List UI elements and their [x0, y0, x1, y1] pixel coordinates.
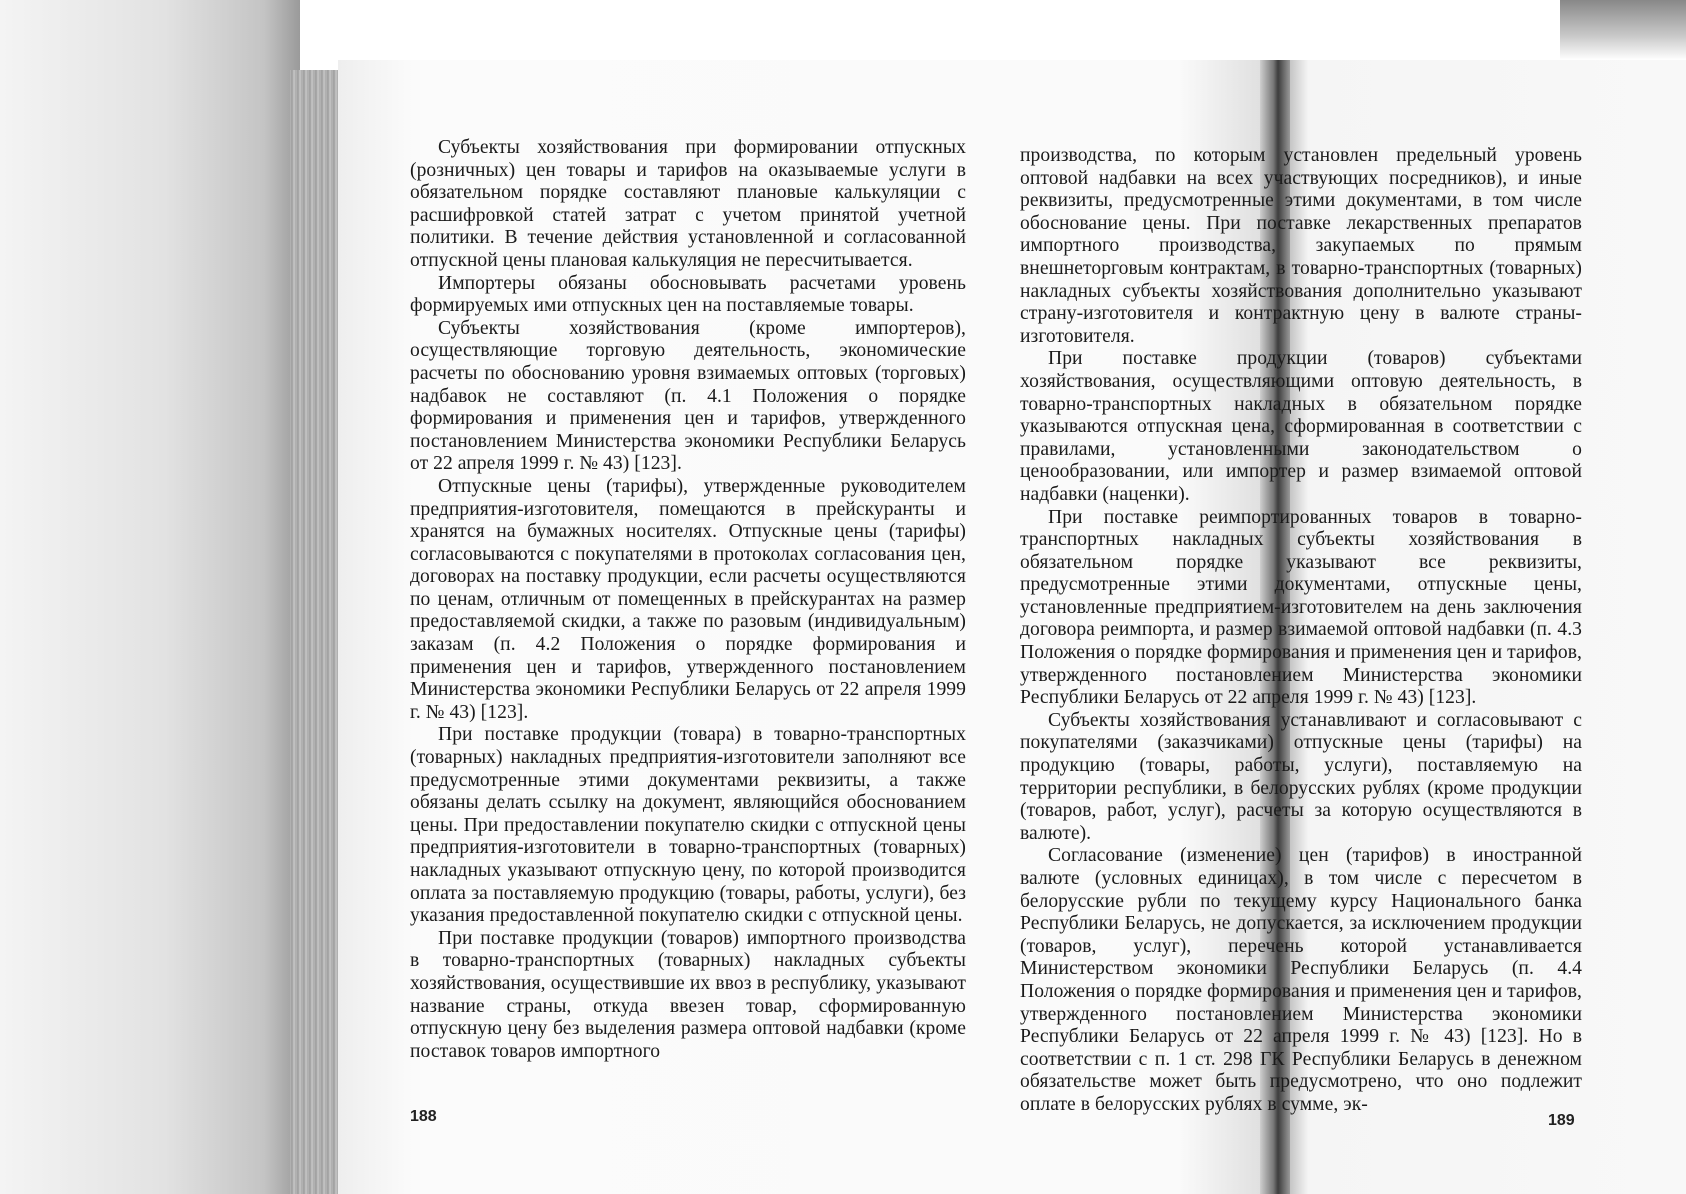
page-number-left: 188: [410, 1108, 437, 1125]
right-page-text: [1020, 145, 1582, 1117]
paragraph: Согласование (изменение) цен (тарифов) в иностранной валюте (условных единицах), в том числе с пересчетом в белорусские рубли по текущему курсу Национального банка Республики Беларусь, не допускается, за исключением продукции (товаров, услуг), перечень которой устанавливается Министерством экономики Республики Беларусь (п. 4.4 Положения о порядке формирования и применения цен и тарифов, утвержденного постановлением Министерства экономики Республики Беларусь от 22 апреля 1999 г. № 43) [123]. Но в соответствии с п. 1 ст. 298 ГК Республики Беларусь в денежном обязательстве может быть предусмотрено, что оно подлежит оплате в белорусских рублях в сумме, эк-: [1020, 845, 1582, 1115]
paragraph: При поставке продукции (товаров) импортного производства в товарно-транспортных (товарных) накладных субъекты хозяйствования, осуществившие их ввоз в республику, указывают название страны, откуда ввезен товар, сформированную отпускную цену без выделения размера оптовой надбавки (кроме поставок товаров импортного: [410, 927, 966, 1062]
page-number-right: 189: [1548, 1112, 1575, 1129]
page-stack-edge: [290, 70, 345, 1194]
paragraph: При поставке продукции (товаров) субъектами хозяйствования, осуществляющими оптовую деятельность, в товарно-транспортных накладных в обязательном порядке указываются отпускная цена, сформированная в соответствии с правилами, установленными законодательством о ценообразовании, или импортер и размер взимаемой оптовой надбавки (наценки).: [1020, 348, 1582, 505]
paragraph: При поставке реимпортированных товаров в товарно-транспортных накладных субъекты хозяйствования в обязательном порядке указывают все реквизиты, предусмотренные этими документами, отпускные цены, установленные предприятием-изготовителем на день заключения договора реимпорта, и размер взимаемой оптовой надбавки (п. 4.3 Положения о порядке формирования и применения цен и тарифов, утвержденного постановлением Министерства экономики Республики Беларусь от 22 апреля 1999 г. № 43) [123].: [1020, 506, 1582, 709]
scan-shadow: [0, 0, 300, 1194]
paragraph: При поставке продукции (товара) в товарно-транспортных (товарных) накладных предприятия-изготовители заполняют все предусмотренные этими документами реквизиты, а также обязаны делать ссылку на документ, являющийся обоснованием цены. При предоставлении покупателю скидки с отпускной цены предприятия-изготовители в товарно-транспортных (товарных) накладных указывают отпускную цену, по которой производится оплата за поставляемую продукцию (товары, работы, услуги), без указания предоставленной покупателю скидки с отпускной цены.: [410, 724, 966, 927]
paragraph: производства, по которым установлен предельный уровень оптовой надбавки на всех участвующих посредников), и иные реквизиты, предусмотренные этими документами, в том числе обоснование цены. При поставке лекарственных препаратов импортного производства, закупаемых по прямым внешнеторговым контрактам, в товарно-транспортных (товарных) накладных субъекты хозяйствования дополнительно указывают страну-изготовителя и контрактную цену в валюте страны-изготовителя.: [1020, 145, 1582, 347]
paragraph: Субъекты хозяйствования устанавливают и согласовывают с покупателями (заказчиками) отпускные цены (тарифы) на продукцию (товары, работы, услуги), поставляемую на территории республики, в белорусских рублях (кроме продукции (товаров, работ, услуг), расчеты за которую осуществляются в валюте).: [1020, 709, 1582, 844]
paragraph: Субъекты хозяйствования (кроме импортеров), осуществляющие торговую деятельность, экономические расчеты по обоснованию уровня взимаемых оптовых (торговых) надбавок не составляют (п. 4.1 Положения о порядке формирования и применения цен и тарифов, утвержденного постановлением Министерства экономики Республики Беларусь от 22 апреля 1999 г. № 43) [123].: [410, 317, 966, 475]
left-page-text: [410, 137, 966, 1063]
paragraph: Отпускные цены (тарифы), утвержденные руководителем предприятия-изготовителя, помещаются в прейскуранты и хранятся на бумажных носителях. Отпускные цены (тарифы) согласовываются с покупателями в протоколах согласования цен, договорах на поставку продукции, если расчеты осуществляются по ценам, отличным от помещенных в прейскурантах на размер предоставляемой скидки, а также по разовым (индивидуальным) заказам (п. 4.2 Положения о порядке формирования и применения цен и тарифов, утвержденного постановлением Министерства экономики Республики Беларусь от 22 апреля 1999 г. № 43) [123].: [410, 475, 966, 723]
paragraph: Субъекты хозяйствования при формировании отпускных (розничных) цен товары и тарифов на оказываемые услуги в обязательном порядке составляют плановые калькуляции с расшифровкой статей затрат с учетом принятой учетной политики. В течение действия установленной и согласованной отпускной цены плановая калькуляция не пересчитывается.: [410, 137, 966, 271]
paragraph: Импортеры обязаны обосновывать расчетами уровень формируемых ими отпускных цен на поставляемые товары.: [410, 272, 966, 317]
